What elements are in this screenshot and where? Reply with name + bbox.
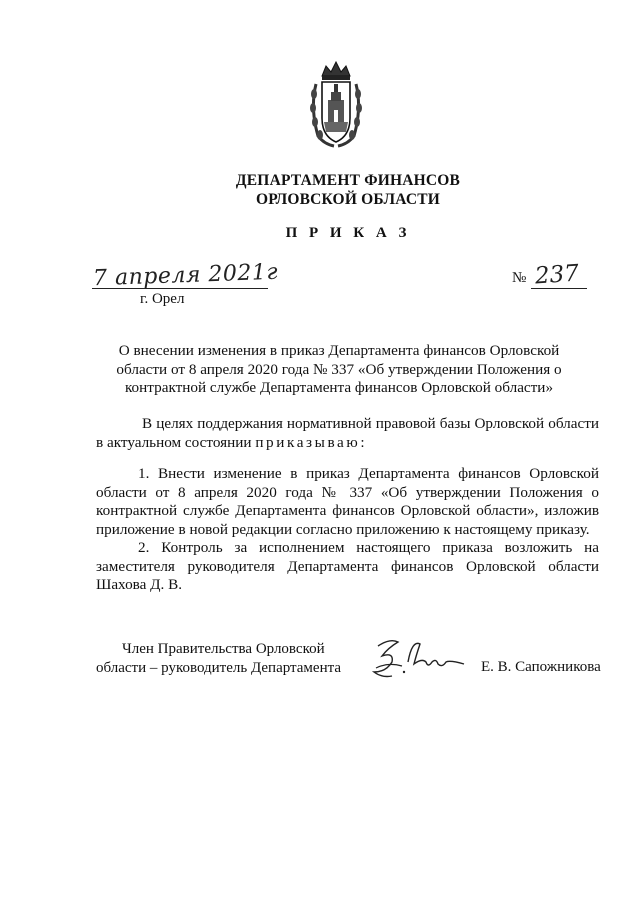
order-number-label: № [512, 270, 527, 286]
signature-icon [368, 632, 466, 684]
department-name-line2: ОРЛОВСКОЙ ОБЛАСТИ [255, 191, 441, 208]
order-item-1: 1. Внести изменение в приказ Департамента финансов Орловской области от 8 апреля 2020 года № 337 «Об утверждении Положения о контрактной службе Департамента финансов Орловской области», изложив приложение в новой редакции согласно приложению к настоящему приказу. [96, 465, 599, 538]
preamble-keyword: приказываю [255, 433, 361, 451]
signer-name: Е. В. Сапожникова [481, 659, 601, 675]
order-item-2: 2. Контроль за исполнением настоящего приказа возложить на заместителя руководителя Департамента финансов Орловской области Шахова Д. В. [96, 539, 599, 593]
date-underline [92, 288, 268, 289]
coat-of-arms-icon [308, 58, 364, 150]
number-underline [531, 288, 587, 289]
subject-line: контрактной службе Департамента финансов Орловской области» [124, 379, 554, 396]
signer-title-line1: Член Правительства Орловской [122, 641, 325, 657]
preamble-paragraph [96, 415, 599, 452]
preamble-colon: : [360, 433, 365, 451]
order-city: г. Орел [140, 291, 185, 307]
document-type-title: П Р И К А З [285, 225, 411, 241]
department-name-line1: ДЕПАРТАМЕНТ ФИНАНСОВ [235, 172, 461, 189]
subject-line: О внесении изменения в приказ Департамента финансов Орловской [118, 342, 560, 359]
order-subject [100, 342, 578, 398]
subject-line: области от 8 апреля 2020 года № 337 «Об утверждении Положения о [116, 360, 562, 378]
preamble-text: В целях поддержания нормативной правовой базы Орловской области в актуальном состоянии [96, 415, 599, 451]
order-number-handwritten: 237 [534, 260, 580, 290]
order-date-handwritten: 7 апреля 2021г [92, 259, 279, 292]
signer-title-line2: области – руководитель Департамента [96, 660, 341, 676]
